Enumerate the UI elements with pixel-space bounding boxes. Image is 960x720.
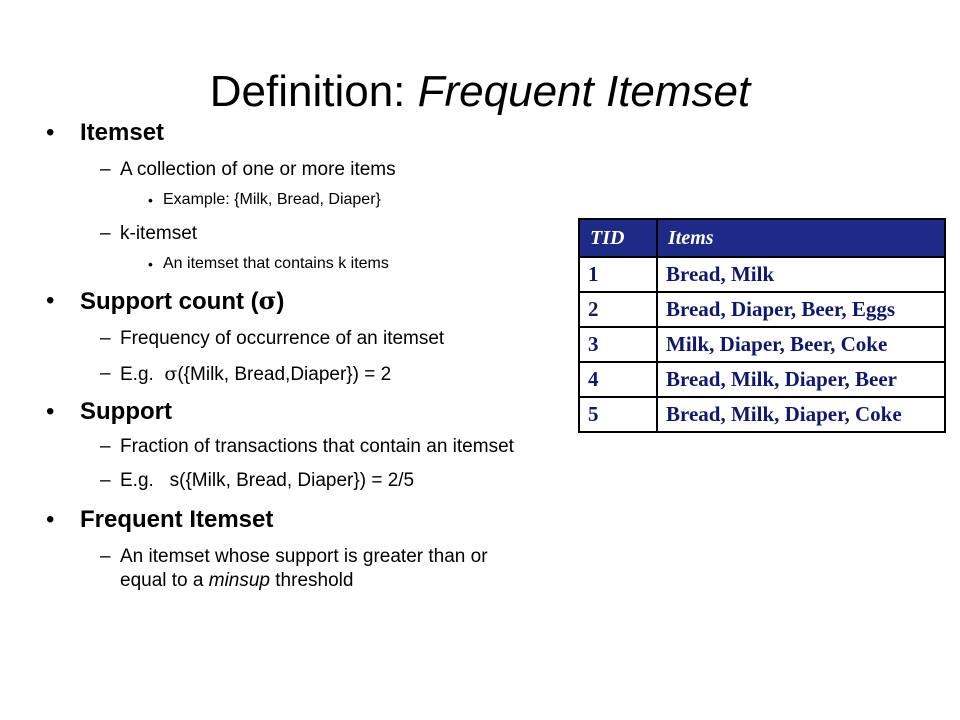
bullet-marker: • — [46, 506, 55, 533]
slide-title — [0, 66, 960, 118]
dash-marker: – — [100, 546, 111, 567]
title-emphasis: Frequent Itemset — [417, 67, 751, 116]
cell-tid: 2 — [579, 292, 657, 327]
transactions-table — [578, 218, 946, 433]
itemset-sub1-example-text: Example: {Milk, Bread, Diaper} — [163, 191, 381, 208]
support-sub1-text: Fraction of transactions that contain an itemset — [120, 436, 514, 457]
column-header-tid: TID — [579, 219, 657, 257]
cell-tid: 5 — [579, 397, 657, 432]
itemset-sub1-example — [46, 190, 546, 210]
support-count-sub2-pre: E.g. — [120, 364, 165, 385]
support-sub1 — [46, 435, 540, 459]
table-row — [579, 257, 945, 292]
bullet-support-count — [46, 286, 546, 317]
itemset-sub2-example — [46, 254, 546, 274]
sigma-symbol: σ — [164, 363, 178, 385]
bullet-marker: • — [148, 192, 153, 208]
bullet-list — [46, 118, 546, 593]
frequent-sub1-post: threshold — [270, 570, 354, 591]
itemset-sub1 — [46, 158, 546, 182]
bullet-support — [46, 397, 546, 427]
support-count-sub1-text: Frequency of occurrence of an itemset — [120, 328, 445, 349]
cell-tid: 4 — [579, 362, 657, 397]
itemset-sub2-text: k-itemset — [120, 223, 198, 244]
cell-items: Bread, Diaper, Beer, Eggs — [657, 292, 945, 327]
cell-items: Bread, Milk, Diaper, Coke — [657, 397, 945, 432]
cell-tid: 1 — [579, 257, 657, 292]
support-sub2-text: E.g. s({Milk, Bread, Diaper}) = 2/5 — [120, 470, 415, 491]
table-row — [579, 397, 945, 432]
table-row — [579, 327, 945, 362]
dash-marker: – — [100, 470, 111, 491]
dash-marker: – — [100, 436, 111, 457]
itemset-heading: Itemset — [80, 119, 165, 146]
bullet-marker: • — [148, 256, 153, 272]
cell-items: Bread, Milk — [657, 257, 945, 292]
title-main: Definition: — [209, 67, 418, 116]
cell-tid: 3 — [579, 327, 657, 362]
cell-items: Milk, Diaper, Beer, Coke — [657, 327, 945, 362]
bullet-frequent-itemset — [46, 505, 546, 535]
support-sub2 — [46, 469, 546, 493]
frequent-sub1-pre: An itemset whose support is greater than or equal to a — [120, 546, 488, 591]
support-heading: Support — [80, 398, 172, 425]
cell-items: Bread, Milk, Diaper, Beer — [657, 362, 945, 397]
support-count-sub1 — [46, 327, 546, 351]
dash-marker: – — [100, 363, 111, 384]
table-row — [579, 292, 945, 327]
itemset-sub1-text: A collection of one or more items — [120, 159, 396, 180]
sigma-symbol: σ — [258, 286, 277, 315]
dash-marker: – — [100, 223, 111, 244]
itemset-sub2-example-text: An itemset that contains k items — [163, 255, 389, 272]
support-count-sub2-post: ({Milk, Bread,Diaper}) = 2 — [177, 364, 392, 385]
bullet-itemset — [46, 118, 546, 148]
frequent-heading: Frequent Itemset — [80, 506, 274, 533]
table-row — [579, 362, 945, 397]
itemset-sub2 — [46, 222, 546, 246]
column-header-items: Items — [657, 219, 945, 257]
frequent-sub1 — [46, 545, 520, 593]
dash-marker: – — [100, 328, 111, 349]
dash-marker: – — [100, 159, 111, 180]
minsup-term: minsup — [208, 570, 270, 591]
bullet-marker: • — [46, 287, 55, 314]
support-count-heading: Support count ( — [80, 288, 259, 315]
support-count-sub2 — [46, 362, 546, 387]
table-header-row — [579, 219, 945, 257]
bullet-marker: • — [46, 119, 55, 146]
bullet-marker: • — [46, 398, 55, 425]
support-count-heading-end: ) — [276, 288, 285, 315]
